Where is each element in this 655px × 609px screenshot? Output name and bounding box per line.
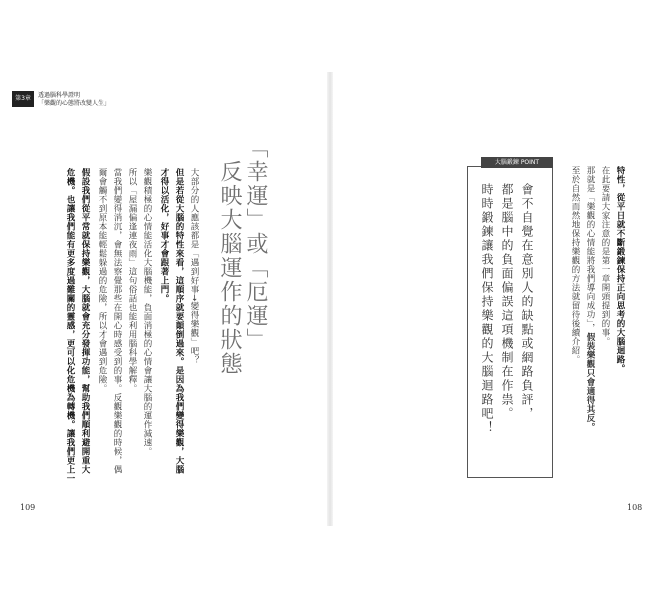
point-line-1: 會不自覺在意別人的缺點或網路負評， — [520, 183, 534, 421]
point-line-2: 都是腦中的負面偏誤這項機制在作祟。 — [500, 183, 514, 421]
page-number-left: 109 — [20, 503, 36, 512]
right-body-line-4: 至於自然而然地保持樂觀的方法就留待後續介紹。 — [570, 166, 580, 364]
right-body-line-3-plain: 那就是「樂觀的心情能將我們導向成功」， — [585, 166, 595, 333]
right-page — [333, 72, 644, 526]
section-heading-line1: 「幸運」或「厄運」 — [243, 136, 268, 352]
book-spread — [12, 72, 644, 526]
right-body-line-3-emphasis: 假裝樂觀只會適得其反。 — [585, 332, 595, 432]
brain-training-point-box — [467, 159, 553, 478]
chapter-title-line1: 透過腦科學證明 — [38, 92, 81, 99]
page-number-right: 108 — [627, 503, 643, 512]
chapter-title-line2: 「樂觀的心態將改變人生」 — [38, 100, 111, 107]
left-page — [12, 72, 328, 526]
body-line-3: 才得以活化，好事才會跟著上門。 — [159, 168, 169, 303]
body-line-1: 大部分的人應該都是「遇到好事→變得樂觀」吧？ — [189, 168, 199, 365]
chapter-title — [38, 92, 110, 108]
body-line-8: 假設我們從平常就保持樂觀，大腦就會充分發揮功能，幫助我們順利避開重大 — [80, 168, 90, 474]
point-line-3: 時時鍛鍊讓我們保持樂觀的大腦迴路吧！ — [480, 183, 494, 435]
body-line-5: 所以「屋漏偏逢連夜雨」這句俗話也能利用腦科學解釋。 — [127, 168, 137, 393]
body-line-4: 樂觀積極的心情能活化大腦機能，負面消極的心情會讓大腦的運作減速。 — [142, 168, 152, 456]
body-line-6: 當我們變得消沉，會無法察覺那些在開心時感受到的事。反觀樂觀的時候，偶 — [112, 168, 122, 474]
point-label: 大腦鍛鍊 POINT — [481, 157, 553, 168]
section-heading-line2: 反映大腦運作的狀態 — [217, 160, 242, 376]
right-body-line-1: 特性，從平日就不斷鍛鍊保持正向思考的大腦迴路。 — [615, 166, 625, 373]
chapter-tab: 第3章 — [12, 91, 34, 107]
body-line-7: 爾會觸不到原本能輕鬆躲過的危險，所以才會遇到危險。 — [97, 168, 107, 393]
body-line-2: 但是若從大腦的特性來看，這順序就要顛倒過來。是因為我們變得樂觀，大腦 — [174, 168, 184, 474]
right-body-line-2: 在此要請大家注意的是第一章開頭提到的事。 — [600, 166, 610, 346]
body-line-9: 危機。也讓我們能有更多度過難關的靈感，更可以化危機為轉機。讓我們更上一 — [65, 168, 75, 483]
right-body-line-3 — [584, 166, 595, 432]
